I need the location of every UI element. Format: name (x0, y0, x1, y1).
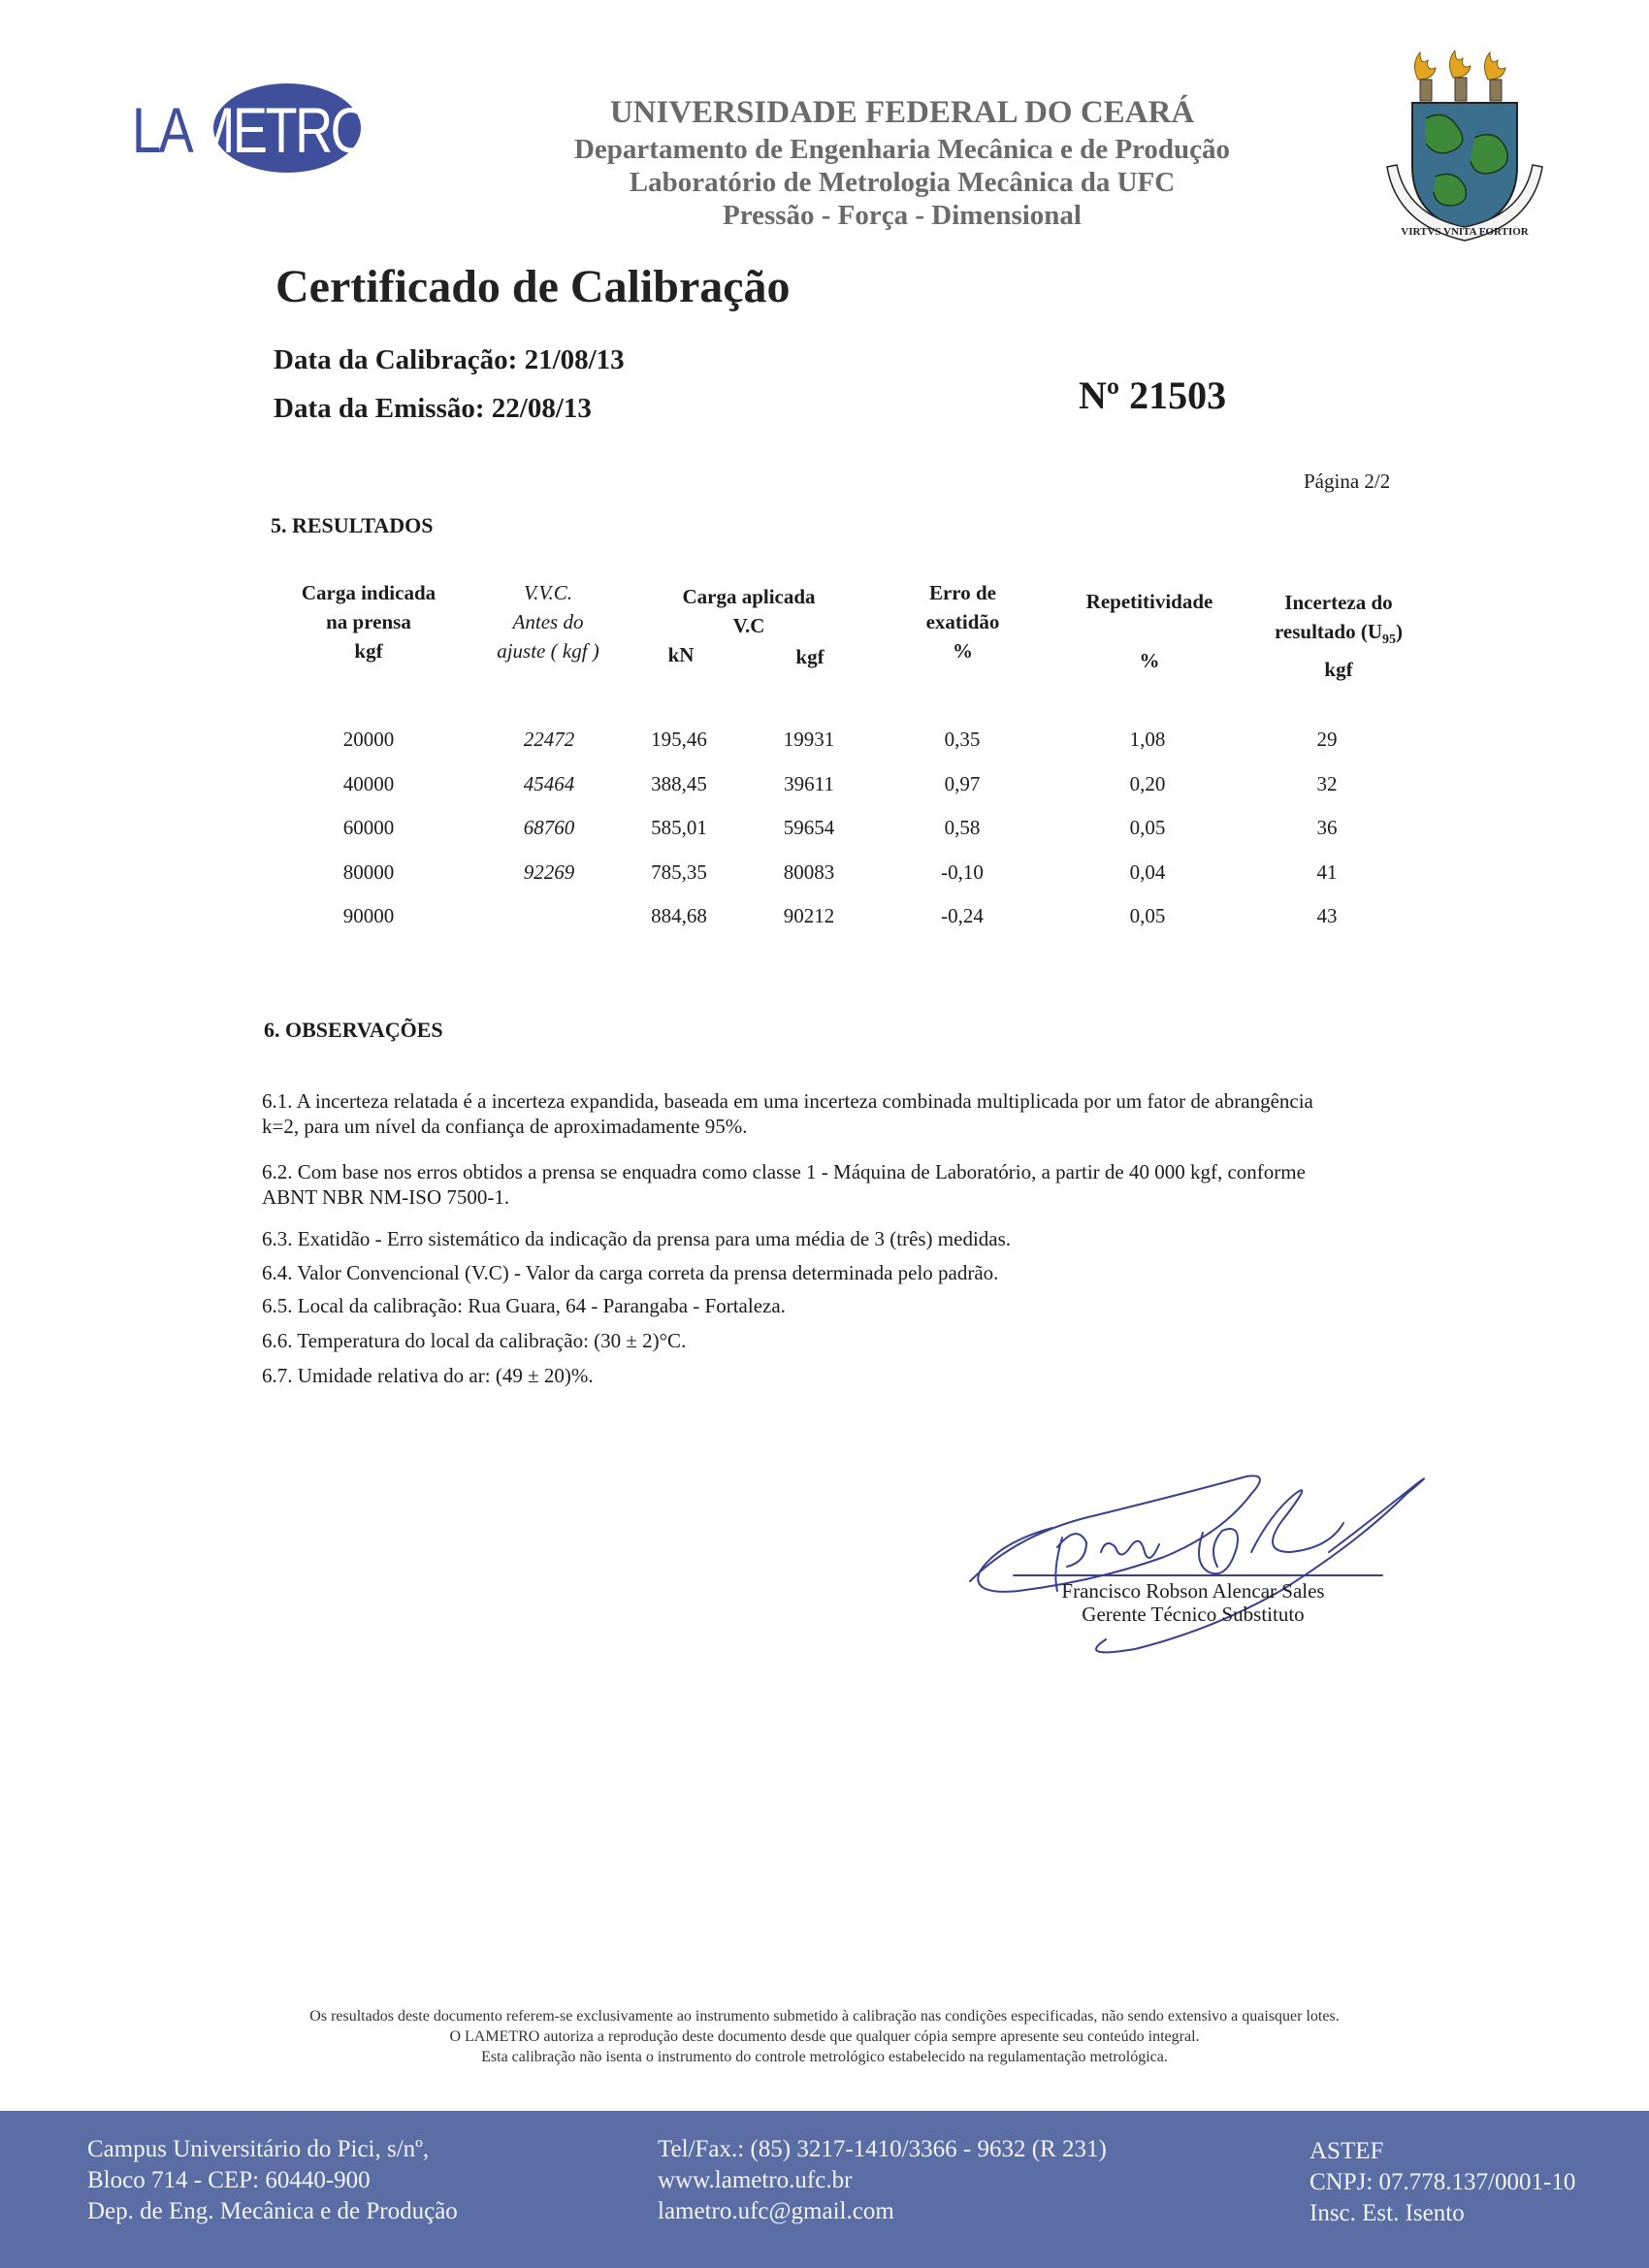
laboratory-name: Laboratório de Metrologia Mecânica da UFC (629, 167, 1176, 198)
footer-website-link[interactable]: www.lametro.ufc.br (658, 2167, 853, 2193)
cell-inc: 32 (1316, 771, 1338, 795)
lametro-logo (128, 80, 371, 177)
header-carga-indicada: Carga indicada na prensa kgf (301, 581, 436, 663)
header-kn: kN (667, 643, 695, 666)
cell-rep: 0,05 (1129, 904, 1166, 927)
cell-rep: 0,05 (1129, 816, 1166, 839)
cell-inc: 41 (1316, 859, 1338, 884)
footer-phone: Tel/Fax.: (85) 3217-1410/3366 - 9632 (R 231) (658, 2136, 1107, 2162)
handwritten-signature (960, 1455, 1426, 1659)
cell-kgf: 80083 (783, 859, 835, 884)
cell-kn: 585,01 (651, 816, 707, 839)
header-erro-exatidao: Erro de exatidão % (925, 581, 1000, 663)
cell-vvc: 92269 (523, 859, 575, 884)
cell-carga: 20000 (342, 728, 395, 751)
cell-carga: 40000 (342, 771, 395, 795)
observation-6-6: 6.6. Temperatura do local da calibração: (30 ± 2)°C. (262, 1329, 687, 1352)
cell-kgf: 90212 (783, 904, 835, 927)
header-vvc: V.V.C. Antes do ajuste ( kgf ) (497, 581, 599, 663)
footer-organization: ASTEF CNPJ: 07.778.137/0001-10 Insc. Est. Isento (1310, 2138, 1576, 2226)
cell-kgf: 19931 (783, 728, 835, 751)
svg-text:VIRTVS VNITA FORTIOR: VIRTVS VNITA FORTIOR (1401, 226, 1529, 238)
cell-rep: 0,04 (1129, 859, 1166, 884)
cell-rep: 0,20 (1129, 771, 1166, 795)
emission-date: Data da Emissão: 22/08/13 (274, 393, 592, 424)
cell-carga: 90000 (342, 904, 395, 927)
cell-carga: 60000 (342, 816, 395, 839)
certificate-title: Certificado de Calibração (275, 261, 791, 312)
calibration-date: Data da Calibração: 21/08/13 (274, 344, 625, 375)
cell-carga: 80000 (342, 859, 395, 884)
header-incerteza: Incerteza do resultado $(U_{95})$ kgf (1274, 591, 1404, 682)
results-heading: 5. RESULTADOS (271, 513, 434, 537)
cell-vvc: 45464 (523, 771, 575, 795)
department-name: Departamento de Engenharia Mecânica e de Produção (573, 134, 1231, 165)
disclaimer-line-2: O LAMETRO autoriza a reprodução deste documento desde que qualquer cópia sempre apresente seu conteúdo integral. (449, 2028, 1200, 2045)
cell-kn: 388,45 (651, 771, 707, 795)
cell-kgf: 39611 (784, 771, 834, 795)
observation-6-1: 6.1. A incerteza relatada é a incerteza expandida, baseada em uma incerteza combinada multiplicada por um fator de abrangência k=2, para um nível da confiança de aproximadamente 95%. (262, 1089, 1313, 1138)
cell-kn: 785,35 (651, 859, 707, 884)
disclaimer-line-3: Esta calibração não isenta o instrumento do controle metrológico estabelecido na regulamentação metrológica. (481, 2049, 1168, 2065)
footer-contact (658, 2134, 1107, 2227)
cell-kn: 884,68 (651, 904, 707, 927)
cell-vvc: 22472 (523, 728, 575, 751)
signatory-block (970, 1579, 1416, 1626)
observation-6-5: 6.5. Local da calibração: Rua Guara, 64 - Parangaba - Fortaleza. (262, 1294, 786, 1317)
logo-wordmark: LAMETRO (132, 94, 370, 166)
footer-address: Campus Universitário do Pici, s/nº, Bloco 714 - CEP: 60440-900 Dep. de Eng. Mecânica e de Produção (87, 2136, 458, 2224)
header-repetitividade-unit: % (1139, 649, 1160, 672)
signatory-role: Gerente Técnico Substituto (1082, 1603, 1305, 1626)
university-name: UNIVERSIDADE FEDERAL DO CEARÁ (609, 95, 1195, 130)
cell-erro: 0,97 (944, 771, 981, 795)
footer-email-link[interactable]: lametro.ufc@gmail.com (658, 2198, 894, 2224)
signatory-name: Francisco Robson Alencar Sales (1061, 1579, 1325, 1603)
cell-erro: 0,35 (944, 728, 981, 751)
observation-6-3: 6.3. Exatidão - Erro sistemático da indicação da prensa para uma média de 3 (três) medidas. (262, 1227, 1012, 1250)
header-repetitividade: Repetitividade (1085, 590, 1213, 613)
observation-6-4: 6.4. Valor Convencional (V.C) - Valor da carga correta da prensa determinada pelo padrão. (262, 1261, 999, 1284)
cell-kn: 195,46 (651, 728, 707, 751)
disclaimer-line-1: Os resultados deste documento referem-se exclusivamente ao instrumento submetido à calibração nas condições especificadas, não sendo extensivo a quaisquer lotes. (309, 2008, 1340, 2025)
cell-vvc: 68760 (523, 816, 575, 839)
cell-erro: -0,24 (941, 904, 984, 927)
laboratory-scope: Pressão - Força - Dimensional (723, 200, 1082, 231)
cell-rep: 1,08 (1129, 728, 1166, 751)
ufc-crest-icon (1377, 50, 1552, 249)
cell-erro: 0,58 (944, 816, 981, 839)
certificate-number: Nº 21503 (1079, 373, 1227, 417)
cell-kgf: 59654 (783, 816, 835, 839)
header-carga-aplicada: Carga aplicada V.C (682, 585, 816, 637)
header-kgf: kgf (795, 645, 824, 668)
cell-erro: -0,10 (941, 859, 984, 884)
page-number: Página 2/2 (1304, 470, 1391, 493)
cell-inc: 36 (1316, 816, 1338, 839)
footer-band (0, 2111, 1649, 2268)
observations-heading: 6. OBSERVAÇÕES (264, 1018, 443, 1042)
observation-6-7: 6.7. Umidade relativa do ar: (49 ± 20)%. (262, 1364, 594, 1387)
observation-6-2: 6.2. Com base nos erros obtidos a prensa se enquadra como classe 1 - Máquina de Laboratório, a partir de 40 000 kgf, conforme ABNT NBR NM-ISO 7500-1. (262, 1160, 1306, 1209)
cell-inc: 29 (1316, 728, 1338, 751)
cell-inc: 43 (1316, 904, 1338, 927)
